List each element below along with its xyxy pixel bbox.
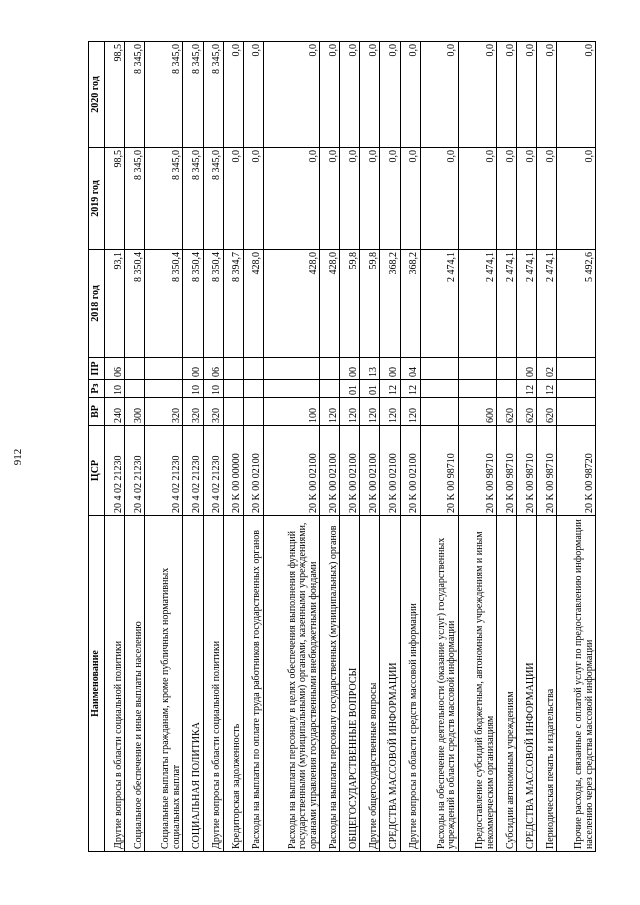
table-row — [223, 42, 243, 852]
cell-y2020: 0,0 — [458, 42, 496, 148]
cell-name: СРЕДСТВА МАССОВОЙ ИНФОРМАЦИИ — [517, 516, 537, 852]
cell-y2020: 0,0 — [517, 42, 537, 148]
cell-y2020: 98,5 — [105, 42, 125, 148]
cell-name: Другие вопросы в области социальной политики — [203, 516, 223, 852]
cell-y2019: 98,5 — [105, 148, 125, 250]
cell-name: Предоставление субсидий бюджетным, автономным учреждениям и иным некоммерческим организациям — [458, 516, 496, 852]
table-row — [243, 42, 263, 852]
cell-rz: 12 — [380, 380, 400, 398]
header-rz: Рз — [89, 380, 105, 398]
cell-name: Другие вопросы в области средств массовой информации — [400, 516, 420, 852]
cell-y2019: 0,0 — [420, 148, 458, 250]
table-row — [420, 42, 458, 852]
table-row — [340, 42, 360, 852]
cell-pr — [557, 358, 596, 380]
cell-y2018: 368,2 — [400, 250, 420, 358]
cell-y2018: 2 474,1 — [497, 250, 517, 358]
cell-csr: 20 K 00 02100 — [360, 426, 380, 516]
cell-vr: 300 — [125, 398, 145, 426]
cell-pr: 00 — [517, 358, 537, 380]
cell-vr: 120 — [400, 398, 420, 426]
cell-y2019: 0,0 — [380, 148, 400, 250]
cell-csr: 20 K 00 98710 — [420, 426, 458, 516]
table-body — [105, 42, 596, 852]
cell-vr — [243, 398, 263, 426]
cell-name: Субсидии автономным учреждениям — [497, 516, 517, 852]
cell-csr: 20 K 00 02100 — [400, 426, 420, 516]
cell-name: Периодическая печать и издательства — [537, 516, 557, 852]
table-row — [183, 42, 203, 852]
table-row — [537, 42, 557, 852]
cell-y2020: 0,0 — [360, 42, 380, 148]
cell-name: Расходы на выплаты персоналу государственных (муниципальных) органов — [320, 516, 340, 852]
cell-csr: 20 4 02 21230 — [105, 426, 125, 516]
table-row — [497, 42, 517, 852]
header-pr: ПР — [89, 358, 105, 380]
cell-y2020: 0,0 — [420, 42, 458, 148]
cell-y2019: 0,0 — [497, 148, 517, 250]
cell-y2020: 0,0 — [243, 42, 263, 148]
cell-csr: 20 K 00 00000 — [223, 426, 243, 516]
cell-name: Другие вопросы в области социальной политики — [105, 516, 125, 852]
cell-y2019: 0,0 — [517, 148, 537, 250]
header-2019: 2019 год — [89, 148, 105, 250]
cell-rz — [497, 380, 517, 398]
cell-y2020: 8 345,0 — [183, 42, 203, 148]
cell-csr: 20 K 00 98710 — [497, 426, 517, 516]
cell-csr: 20 K 00 02100 — [380, 426, 400, 516]
cell-y2018: 428,0 — [263, 250, 320, 358]
cell-rz — [263, 380, 320, 398]
cell-name: Социальные выплаты гражданам, кроме публичных нормативных социальных выплат — [145, 516, 183, 852]
cell-pr: 06 — [203, 358, 223, 380]
cell-pr — [420, 358, 458, 380]
cell-y2019: 0,0 — [557, 148, 596, 250]
cell-y2018: 8 394,7 — [223, 250, 243, 358]
header-2018: 2018 год — [89, 250, 105, 358]
cell-vr: 620 — [517, 398, 537, 426]
cell-y2020: 0,0 — [320, 42, 340, 148]
cell-y2019: 0,0 — [223, 148, 243, 250]
cell-y2019: 0,0 — [340, 148, 360, 250]
cell-pr: 02 — [537, 358, 557, 380]
cell-name: СОЦИАЛЬНАЯ ПОЛИТИКА — [183, 516, 203, 852]
cell-pr — [145, 358, 183, 380]
cell-y2019: 0,0 — [400, 148, 420, 250]
cell-vr — [420, 398, 458, 426]
cell-y2020: 0,0 — [340, 42, 360, 148]
cell-y2018: 2 474,1 — [537, 250, 557, 358]
cell-vr — [557, 398, 596, 426]
table-header-row — [89, 42, 105, 852]
cell-y2018: 59,8 — [340, 250, 360, 358]
header-csr: ЦСР — [89, 426, 105, 516]
table-row — [105, 42, 125, 852]
budget-table — [88, 41, 596, 852]
cell-pr: 06 — [105, 358, 125, 380]
cell-y2019: 8 345,0 — [125, 148, 145, 250]
header-2020: 2020 год — [89, 42, 105, 148]
cell-y2018: 8 350,4 — [125, 250, 145, 358]
cell-vr: 320 — [145, 398, 183, 426]
cell-y2019: 0,0 — [320, 148, 340, 250]
cell-y2019: 0,0 — [360, 148, 380, 250]
cell-csr: 20 4 02 21230 — [125, 426, 145, 516]
cell-y2018: 2 474,1 — [517, 250, 537, 358]
cell-name: СРЕДСТВА МАССОВОЙ ИНФОРМАЦИИ — [380, 516, 400, 852]
cell-y2018: 8 350,4 — [203, 250, 223, 358]
cell-vr: 320 — [203, 398, 223, 426]
cell-rz: 01 — [340, 380, 360, 398]
cell-y2020: 0,0 — [557, 42, 596, 148]
cell-vr: 120 — [320, 398, 340, 426]
table-row — [203, 42, 223, 852]
table-row — [458, 42, 496, 852]
cell-y2020: 0,0 — [497, 42, 517, 148]
cell-y2020: 8 345,0 — [203, 42, 223, 148]
cell-csr: 20 4 02 21230 — [145, 426, 183, 516]
cell-name: ОБЩЕГОСУДАРСТВЕННЫЕ ВОПРОСЫ — [340, 516, 360, 852]
cell-vr: 240 — [105, 398, 125, 426]
cell-vr: 600 — [458, 398, 496, 426]
cell-name: Расходы на обеспечение деятельности (оказание услуг) государственных учреждений в области средств массовой информации — [420, 516, 458, 852]
cell-csr: 20 4 02 21230 — [183, 426, 203, 516]
cell-csr: 20 K 00 98710 — [537, 426, 557, 516]
page-number: 912 — [12, 448, 24, 466]
cell-pr: 13 — [360, 358, 380, 380]
budget-table-rotated — [88, 42, 596, 852]
cell-rz — [243, 380, 263, 398]
table-row — [145, 42, 183, 852]
cell-name: Расходы на выплаты персоналу в целях обеспечения выполнения функций государственными (муниципальными) органами, казенными учреждениями, органами управления государственными внебюджетными фондами — [263, 516, 320, 852]
table-row — [400, 42, 420, 852]
table-row — [517, 42, 537, 852]
cell-y2018: 8 350,4 — [183, 250, 203, 358]
cell-vr — [223, 398, 243, 426]
cell-y2018: 368,2 — [380, 250, 400, 358]
cell-name: Кредиторская задолженность — [223, 516, 243, 852]
cell-csr: 20 K 00 02100 — [340, 426, 360, 516]
cell-pr — [320, 358, 340, 380]
cell-name: Расходы на выплаты по оплате труда работников государственных органов — [243, 516, 263, 852]
cell-y2020: 8 345,0 — [145, 42, 183, 148]
cell-rz: 12 — [537, 380, 557, 398]
cell-y2019: 8 345,0 — [203, 148, 223, 250]
cell-rz: 10 — [203, 380, 223, 398]
cell-pr — [497, 358, 517, 380]
cell-y2018: 428,0 — [320, 250, 340, 358]
cell-rz — [320, 380, 340, 398]
cell-rz: 10 — [105, 380, 125, 398]
cell-rz: 01 — [360, 380, 380, 398]
cell-pr: 00 — [340, 358, 360, 380]
cell-pr: 00 — [380, 358, 400, 380]
cell-rz — [557, 380, 596, 398]
cell-y2019: 0,0 — [537, 148, 557, 250]
cell-y2018: 2 474,1 — [458, 250, 496, 358]
cell-pr — [458, 358, 496, 380]
cell-csr: 20 K 00 98710 — [458, 426, 496, 516]
cell-rz — [125, 380, 145, 398]
cell-csr: 20 4 02 21230 — [203, 426, 223, 516]
cell-pr — [125, 358, 145, 380]
cell-y2018: 59,8 — [360, 250, 380, 358]
cell-pr: 00 — [183, 358, 203, 380]
cell-pr — [223, 358, 243, 380]
cell-y2019: 0,0 — [263, 148, 320, 250]
cell-csr: 20 K 00 98720 — [557, 426, 596, 516]
cell-y2020: 0,0 — [537, 42, 557, 148]
cell-y2020: 0,0 — [380, 42, 400, 148]
cell-vr: 120 — [360, 398, 380, 426]
cell-csr: 20 K 00 98710 — [517, 426, 537, 516]
cell-y2019: 0,0 — [458, 148, 496, 250]
cell-vr: 620 — [497, 398, 517, 426]
cell-rz — [458, 380, 496, 398]
cell-y2018: 2 474,1 — [420, 250, 458, 358]
cell-pr — [263, 358, 320, 380]
cell-csr: 20 K 00 02100 — [263, 426, 320, 516]
cell-pr: 04 — [400, 358, 420, 380]
cell-csr: 20 K 00 02100 — [320, 426, 340, 516]
cell-y2018: 5 492,6 — [557, 250, 596, 358]
header-name: Наименование — [89, 516, 105, 852]
table-row — [263, 42, 320, 852]
cell-y2018: 428,0 — [243, 250, 263, 358]
header-vr: ВР — [89, 398, 105, 426]
cell-y2020: 0,0 — [223, 42, 243, 148]
cell-rz — [420, 380, 458, 398]
cell-rz: 12 — [400, 380, 420, 398]
cell-csr: 20 K 00 02100 — [243, 426, 263, 516]
cell-y2020: 8 345,0 — [125, 42, 145, 148]
table-row — [380, 42, 400, 852]
cell-y2019: 0,0 — [243, 148, 263, 250]
cell-name: Другие общегосударственные вопросы — [360, 516, 380, 852]
cell-vr: 120 — [380, 398, 400, 426]
cell-vr: 100 — [263, 398, 320, 426]
cell-vr: 620 — [537, 398, 557, 426]
cell-y2018: 93,1 — [105, 250, 125, 358]
cell-rz: 12 — [517, 380, 537, 398]
cell-y2020: 0,0 — [400, 42, 420, 148]
cell-rz — [223, 380, 243, 398]
cell-pr — [243, 358, 263, 380]
cell-y2018: 8 350,4 — [145, 250, 183, 358]
cell-name: Прочие расходы, связанные с оплатой услуг по предоставлению информации населению через средства массовой информации — [557, 516, 596, 852]
cell-vr: 320 — [183, 398, 203, 426]
table-row — [320, 42, 340, 852]
table-row — [125, 42, 145, 852]
cell-y2019: 8 345,0 — [145, 148, 183, 250]
table-row — [360, 42, 380, 852]
cell-name: Социальное обеспечение и иные выплаты населению — [125, 516, 145, 852]
cell-y2020: 0,0 — [263, 42, 320, 148]
cell-rz — [145, 380, 183, 398]
cell-rz: 10 — [183, 380, 203, 398]
cell-y2019: 8 345,0 — [183, 148, 203, 250]
table-row — [557, 42, 596, 852]
cell-vr: 120 — [340, 398, 360, 426]
